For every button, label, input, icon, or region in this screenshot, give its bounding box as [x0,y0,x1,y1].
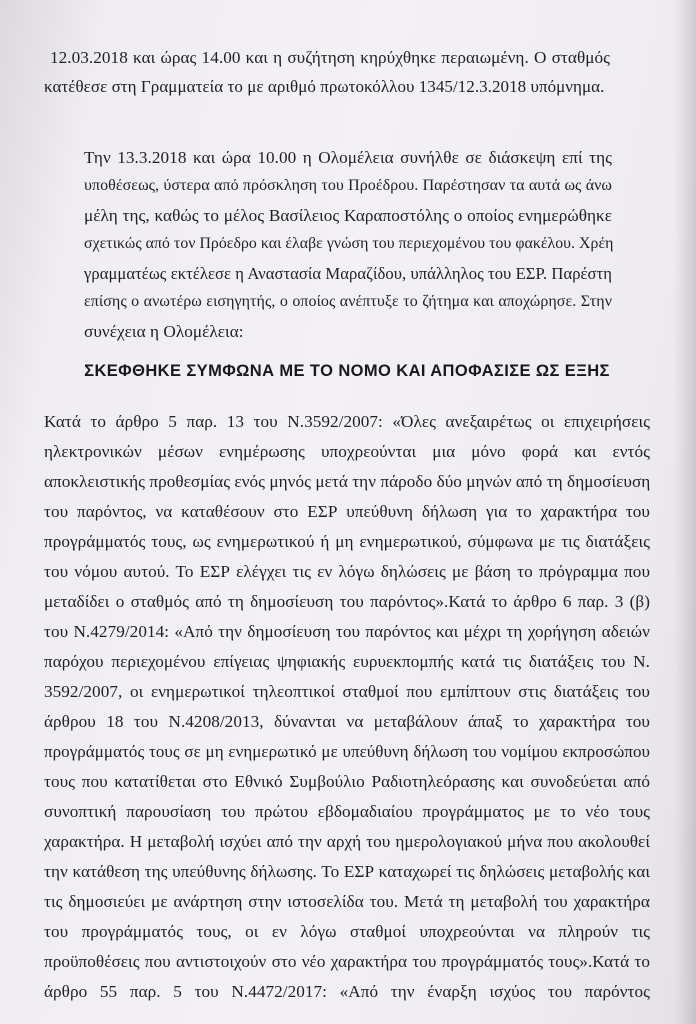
text-line: συνέχεια η Ολομέλεια: [84,322,244,341]
text-line: του Ν.4279/2014: «Από την δημοσίευση του παρόντος και μέχρι τη χορήγηση αδειών [44,622,650,641]
text-line: αποκλειστικής προθεσμίας ενός μηνός μετά την πάροδο δύο μηνών από τη δημοσίευση [44,472,651,491]
text-line: Κατά το άρθρο 5 παρ. 13 του Ν.3592/2007: «Όλες ανεξαιρέτως οι επιχειρήσεις [44,412,650,431]
text-line: άρθρου 18 του Ν.4208/2013, δύνανται να μεταβάλουν άπαξ το χαρακτήρα του [44,712,650,731]
text-line: Την 13.3.2018 και ώρα 10.00 η Ολομέλεια συνήλθε σε διάσκεψη επί της [84,148,612,167]
text-line: κατέθεσε στη Γραμματεία το με αριθμό πρωτοκόλλου 1345/12.3.2018 υπόμνημα. [44,77,605,96]
text-line: χαρακτήρα. Η μεταβολή ισχύει από την αρχή του ημερολογιακού μήνα που ακολουθεί [44,832,650,851]
text-line: σχετικώς από τον Πρόεδρο και έλαβε γνώση του περιεχομένου του φακέλου. Χρέη [84,235,614,252]
text-line: υποθέσεως, ύστερα από πρόσκληση του Προέδρου. Παρέστησαν τα αυτά ως άνω [84,177,612,194]
text-line: 12.03.2018 και ώρας 14.00 και η συζήτηση κηρύχθηκε περαιωμένη. Ο σταθμός [50,48,610,67]
text-line: την κατάθεση της υπεύθυνης δήλωσης. Το ΕΣΡ καταχωρεί τις δηλώσεις μεταβολής και [44,862,650,881]
page-edge-shadow [674,0,696,1024]
text-line: του παρόντος, να καταθέσουν στο ΕΣΡ υπεύθυνη δήλωση για το χαρακτήρα του [44,502,650,521]
text-line: γραμματέως εκτέλεσε η Αναστασία Μαραζίδου, υπάλληλος του ΕΣΡ. Παρέστη [84,264,612,283]
text-line: συνοπτική παρουσίαση του πρώτου εβδομαδιαίου προγράμματος με το νέο τους [44,802,650,821]
text-line: προγράμματός τους, ως ενημερωτικού ή μη ενημερωτικού, σύμφωνα με τις διατάξεις [44,532,650,551]
text-line: προγράμματός τους σε μη ενημερωτικό με υπεύθυνη δήλωση του νομίμου εκπροσώπου [44,742,650,761]
text-line: προϋποθέσεις που αντιστοιχούν στο νέο χαρακτήρα του προγράμματός τους».Κατά το [44,952,650,971]
text-line: 3592/2007, οι ενημερωτικοί τηλεοπτικοί σταθμοί που εμπίπτουν στις διατάξεις του [44,682,650,701]
section-heading: ΣΚΕΦΘΗΚΕ ΣΥΜΦΩΝΑ ΜΕ ΤΟ ΝΟΜΟ ΚΑΙ ΑΠΟΦΑΣΙΣΕ ΩΣ ΕΞΗΣ [84,362,610,380]
text-line: παρόχου περιεχομένου επίγειας ψηφιακής ευρυεκπομπής κατά τις διατάξεις του Ν. [44,652,650,671]
text-line: του νόμου αυτού. Το ΕΣΡ ελέγχει τις εν λόγω δηλώσεις με βάση το πρόγραμμα που [44,562,650,581]
text-line: άρθρο 55 παρ. 5 του Ν.4472/2017: «Από την έναρξη ισχύος του παρόντος [44,982,650,1001]
text-line: ηλεκτρονικών μέσων ενημέρωσης υποχρεούνται μια μόνο φορά και εντός [44,442,650,461]
text-line: μέλη της, καθώς το μέλος Βασίλειος Καραποστόλης ο οποίος ενημερώθηκε [84,206,612,225]
text-line: τους που κατατίθεται στο Εθνικό Συμβούλιο Ραδιοτηλεόρασης και συνοδεύεται από [44,772,650,791]
text-line: του προγράμματός τους, οι εν λόγω σταθμοί υποχρεούνται να πληρούν τις [44,922,650,941]
text-line: μεταδίδει ο σταθμός από τη δημοσίευση του παρόντος».Κατά το άρθρο 6 παρ. 3 (β) [44,592,650,611]
text-line: τις δημοσιεύει με ανάρτηση στην ιστοσελίδα του. Μετά τη μεταβολή του χαρακτήρα [44,892,650,911]
text-line: επίσης ο ανωτέρω εισηγητής, ο οποίος ανέπτυξε το ζήτημα και αποχώρησε. Στην [84,293,612,310]
